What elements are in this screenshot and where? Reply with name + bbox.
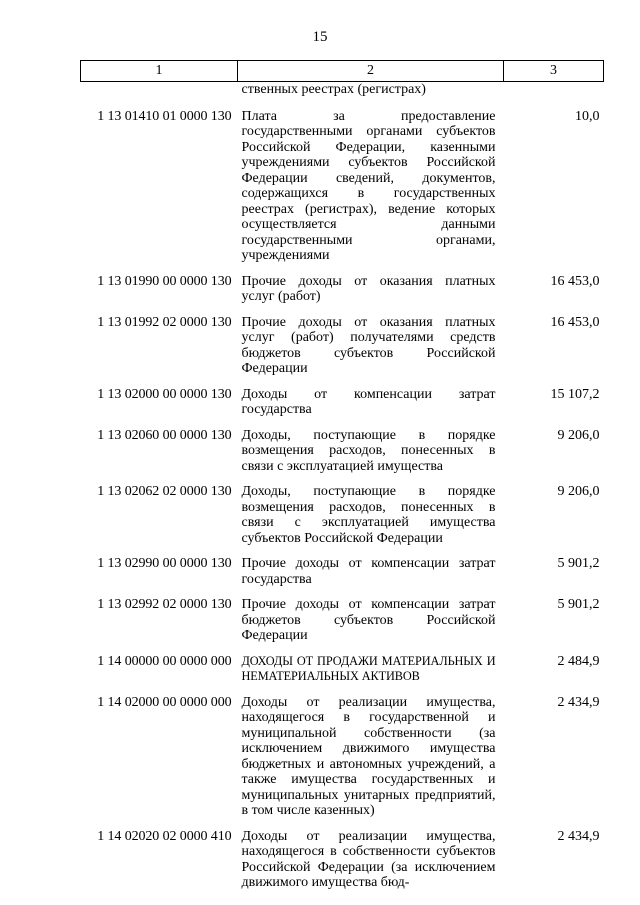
table-cell-code: 1 13 01992 02 0000 130 [97, 314, 232, 330]
table-row [81, 551, 604, 592]
revenue-table [80, 60, 604, 896]
table-cell-code: 1 14 02020 02 0000 410 [97, 828, 232, 844]
table-cell-code: 1 14 00000 00 0000 000 [97, 653, 232, 669]
table-cell-description: Прочие доходы от компенсации затрат государства [241, 556, 496, 587]
table-cell-value: 16 453,0 [550, 273, 600, 289]
page-number: 15 [312, 29, 328, 45]
table-cell-value: 16 453,0 [550, 314, 600, 330]
table-cell-description: Плата за предоставление государственными органами субъектов Российской Федерации, казенными учреждениями субъектов Российской Федерации сведений, документов, содержащихся в государственных реестрах (регистрах), ведение которых осуществляется данными государственными органами, учреждениями [241, 108, 496, 263]
table-cell-value: 9 206,0 [557, 484, 600, 499]
table-row [81, 824, 604, 896]
column-header-value: 3 [504, 61, 604, 82]
table-cell-description: Доходы, поступающие в порядке возмещения расходов, понесенных в связи с эксплуатацией имущества субъектов Российской Федерации [241, 484, 496, 546]
table-cell-code: 1 13 02992 02 0000 130 [97, 597, 232, 612]
table-row [81, 310, 604, 382]
table-cell-value [504, 82, 604, 104]
table-cell-value: 15 107,2 [550, 386, 600, 402]
table-cell-code: 1 13 01410 01 0000 130 [97, 108, 232, 124]
column-header-description: 2 [238, 61, 504, 82]
table-cell-code: 1 13 02990 00 0000 130 [97, 556, 232, 571]
table-cell-value: 2 434,9 [557, 694, 600, 710]
table-cell-description: Прочие доходы от компенсации затрат бюджетов субъектов Российской Федерации [241, 597, 496, 643]
table-row [81, 592, 604, 649]
table-row [81, 269, 604, 310]
table-cell-code: 1 13 02000 00 0000 130 [97, 386, 232, 402]
table-cell-value: 5 901,2 [557, 556, 600, 571]
table-cell-description: ственных реестрах (регистрах) [241, 82, 426, 97]
table-cell-description: ДОХОДЫ ОТ ПРОДАЖИ МАТЕРИАЛЬНЫХ И НЕМАТЕРИАЛЬНЫХ АКТИВОВ [241, 653, 496, 683]
table-row [81, 649, 604, 690]
table-cell-code: 1 13 02060 00 0000 130 [97, 427, 232, 443]
table-header-row [81, 61, 604, 82]
table-row [81, 104, 604, 269]
table-cell-code: 1 13 02062 02 0000 130 [97, 484, 232, 499]
column-header-code: 1 [81, 61, 238, 82]
table-cell-description: Доходы, поступающие в порядке возмещения расходов, понесенных в связи с эксплуатацией имущества [241, 427, 496, 474]
table-cell-value: 5 901,2 [557, 597, 600, 612]
table-row [81, 382, 604, 423]
table-cell-code [81, 82, 238, 104]
table-cell-value: 9 206,0 [557, 427, 600, 443]
continuation-row [81, 82, 604, 104]
table-cell-description: Прочие доходы от оказания платных услуг (работ) получателями средств бюджетов субъектов Российской Федерации [241, 314, 496, 376]
table-row [81, 423, 604, 480]
table-row [81, 690, 604, 824]
table-cell-description: Доходы от реализации имущества, находящегося в собственности субъектов Российской Федерации (за исключением движимого имущества бюд- [241, 828, 496, 890]
table-cell-value: 10,0 [575, 108, 600, 124]
table-cell-description: Прочие доходы от оказания платных услуг (работ) [241, 273, 496, 304]
table-row [81, 479, 604, 551]
table-cell-value: 2 484,9 [557, 653, 600, 669]
table-cell-description: Доходы от компенсации затрат государства [241, 386, 496, 417]
table-cell-description: Доходы от реализации имущества, находящегося в государственной и муниципальной собственности (за исключением движимого имущества бюджетных и автономных учреждений, а также имущества государственных и муниципальных унитарных предприятий, в том числе казенных) [241, 694, 496, 818]
table-cell-code: 1 14 02000 00 0000 000 [97, 694, 232, 710]
table-cell-value: 2 434,9 [557, 828, 600, 844]
table-cell-code: 1 13 01990 00 0000 130 [97, 273, 232, 289]
